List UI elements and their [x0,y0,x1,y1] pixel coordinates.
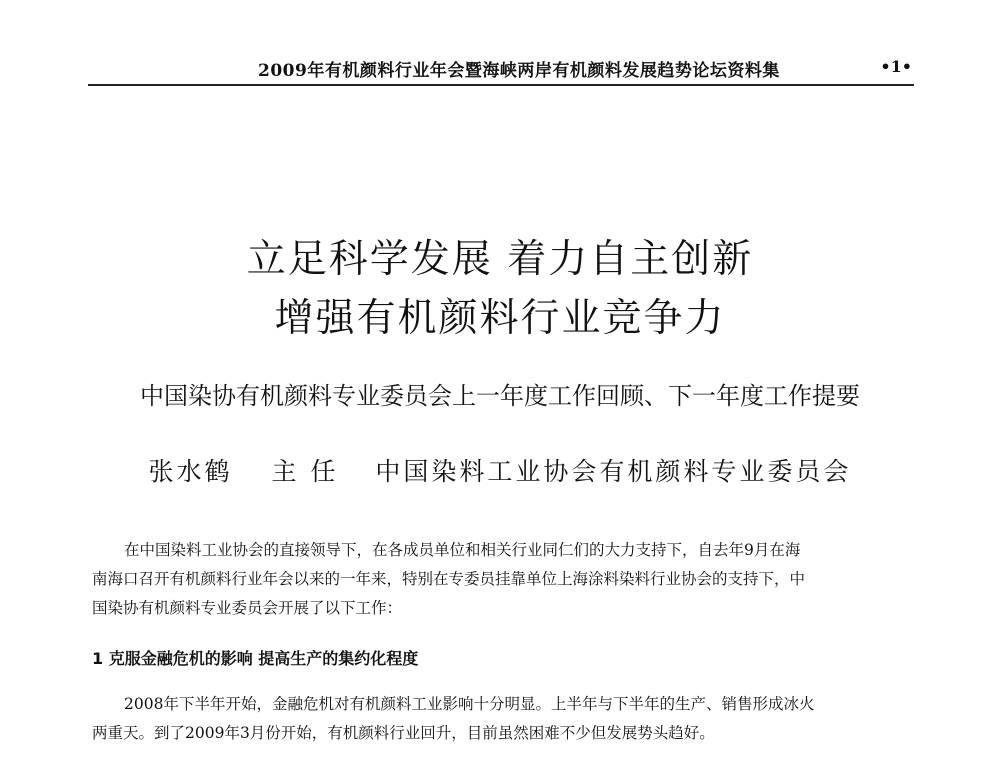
section-heading: 1 克服金融危机的影响 提高生产的集约化程度 [92,649,419,668]
article-title-line-1: 立足科学发展 着力自主创新 [246,237,754,282]
intro-paragraph [92,536,912,626]
intro-line-1: 在中国染料工业协会的直接领导下，在各成员单位和相关行业同仁们的大力支持下，自去年9月在海 [124,541,801,559]
author-name: 张水鹤 [148,457,233,486]
article-title-line-2: 增强有机颜料行业竞争力 [274,296,726,341]
intro-line-2: 南海口召开有机颜料行业年会以来的一年来，特别在专委员挂靠单位上海涂料染料行业协会的支持下，中 [92,570,806,588]
author-organization: 中国染料工业协会有机颜料专业委员会 [375,457,852,486]
intro-line-3: 国染协有机颜料专业委员会开展了以下工作： [92,599,403,617]
author-line [0,452,1000,488]
page-number: •1• [880,57,912,76]
article-subtitle: 中国染协有机颜料专业委员会上一年度工作回顾、下一年度工作提要 [140,382,860,410]
author-role: 主 任 [271,457,339,486]
running-header-title: 2009年有机颜料行业年会暨海峡两岸有机颜料发展趋势论坛资料集 [258,61,780,81]
section-1-line-2: 两重天。到了2009年3月份开始，有机颜料行业回升，目前虽然困难不少但发展势头趋好。 [92,724,715,742]
section-1-paragraph [92,690,912,754]
section-1-line-1: 2008年下半年开始，金融危机对有机颜料工业影响十分明显。上半年与下半年的生产、销售形成冰火 [124,695,815,713]
running-header [88,52,914,86]
